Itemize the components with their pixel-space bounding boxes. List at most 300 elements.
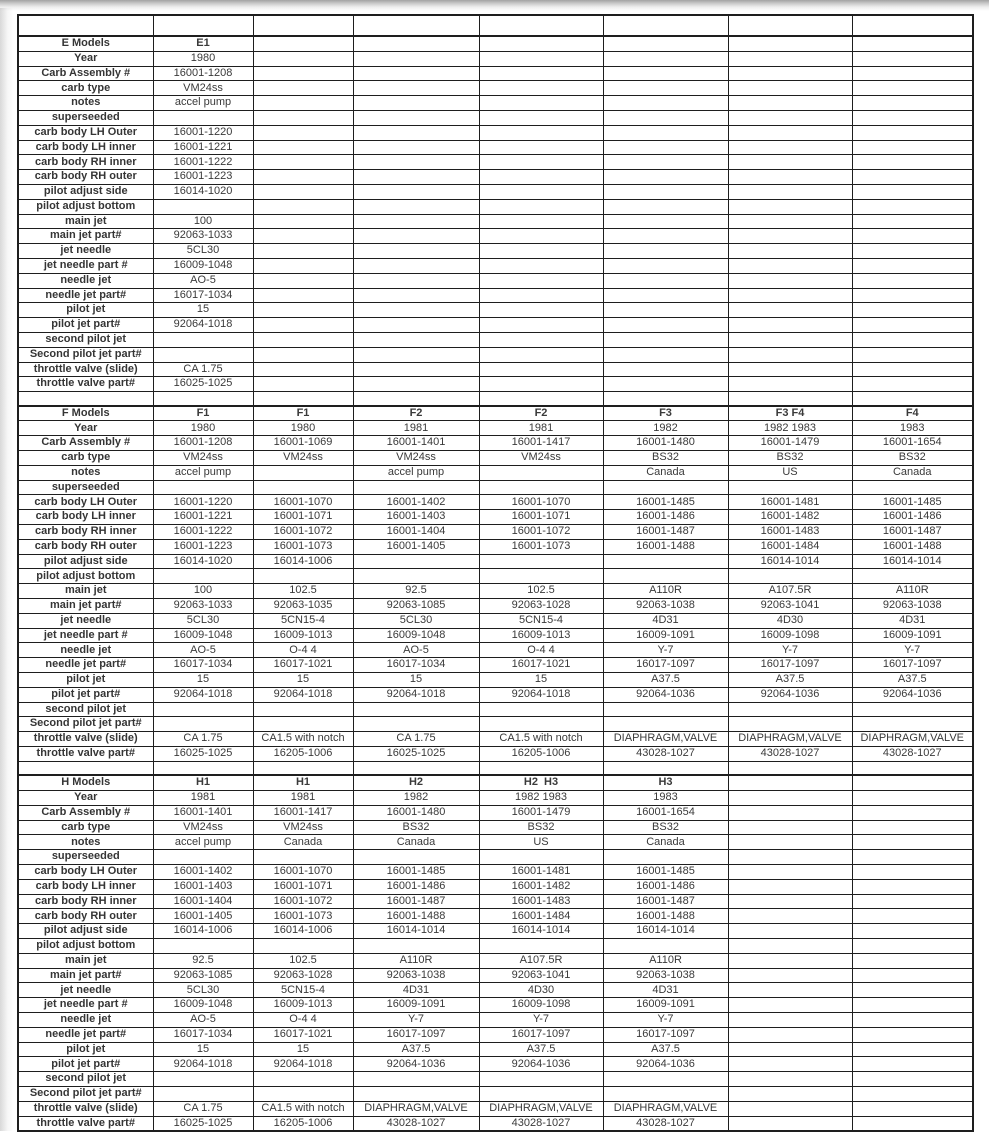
value-cell (728, 820, 852, 835)
value-cell (253, 110, 353, 125)
empty-cell (353, 15, 479, 36)
value-cell (353, 258, 479, 273)
value-cell (253, 1086, 353, 1101)
row-label: throttle valve part# (18, 746, 153, 761)
value-cell: 92063-1038 (353, 968, 479, 983)
value-cell: 16017-1097 (353, 1027, 479, 1042)
value-cell (728, 879, 852, 894)
value-cell: 16001-1481 (479, 865, 603, 880)
value-cell: 5CN15-4 (253, 983, 353, 998)
value-cell (253, 288, 353, 303)
value-cell (852, 66, 973, 81)
value-cell: 16001-1072 (253, 525, 353, 540)
value-cell (852, 983, 973, 998)
table-row (18, 835, 973, 850)
value-cell (603, 939, 728, 954)
value-cell (353, 214, 479, 229)
table-row (18, 51, 973, 66)
value-cell (353, 199, 479, 214)
value-cell (253, 347, 353, 362)
empty-cell (253, 392, 353, 406)
value-cell (728, 909, 852, 924)
value-cell: 4D31 (603, 983, 728, 998)
row-label: needle jet (18, 643, 153, 658)
value-cell (253, 184, 353, 199)
model-header-cell: F1 (153, 406, 253, 421)
value-cell (852, 1057, 973, 1072)
value-cell (603, 318, 728, 333)
value-cell (603, 347, 728, 362)
value-cell: 43028-1027 (603, 1116, 728, 1131)
value-cell: 15 (253, 672, 353, 687)
value-cell (353, 939, 479, 954)
table-row (18, 968, 973, 983)
row-label: throttle valve (slide) (18, 1101, 153, 1116)
value-cell: 1982 (603, 421, 728, 436)
value-cell (852, 480, 973, 495)
value-cell: 92063-1028 (253, 968, 353, 983)
value-cell (603, 170, 728, 185)
value-cell: 16001-1072 (479, 525, 603, 540)
empty-cell (253, 761, 353, 775)
value-cell (852, 318, 973, 333)
value-cell: 16001-1404 (353, 525, 479, 540)
value-cell: 16001-1486 (603, 510, 728, 525)
row-label: Year (18, 791, 153, 806)
value-cell (728, 835, 852, 850)
value-cell (852, 303, 973, 318)
row-label: carb body RH inner (18, 155, 153, 170)
value-cell: 4D31 (603, 613, 728, 628)
value-cell (479, 81, 603, 96)
scan-top-edge (0, 0, 989, 11)
value-cell: 16009-1048 (153, 628, 253, 643)
value-cell: 16014-1014 (728, 554, 852, 569)
empty-cell (18, 15, 153, 36)
empty-cell (852, 392, 973, 406)
value-cell (353, 362, 479, 377)
value-cell: 16001-1220 (153, 125, 253, 140)
value-cell (852, 865, 973, 880)
table-row (18, 1101, 973, 1116)
value-cell: Canada (353, 835, 479, 850)
value-cell: accel pump (153, 835, 253, 850)
value-cell: 92064-1036 (353, 1057, 479, 1072)
empty-cell (153, 15, 253, 36)
value-cell: 5CL30 (153, 613, 253, 628)
value-cell: 92064-1036 (603, 687, 728, 702)
row-label: pilot jet part# (18, 687, 153, 702)
value-cell: 43028-1027 (728, 746, 852, 761)
table-row (18, 436, 973, 451)
table-row (18, 318, 973, 333)
table-row (18, 539, 973, 554)
table-row (18, 584, 973, 599)
value-cell (852, 702, 973, 717)
value-cell (728, 717, 852, 732)
empty-cell (852, 15, 973, 36)
row-label: Second pilot jet part# (18, 347, 153, 362)
value-cell: BS32 (603, 451, 728, 466)
value-cell (479, 170, 603, 185)
value-cell (603, 184, 728, 199)
value-cell: 16205-1006 (479, 746, 603, 761)
value-cell: 16001-1070 (253, 865, 353, 880)
model-header-cell: E1 (153, 36, 253, 51)
model-header-cell: F2 (479, 406, 603, 421)
table-row (18, 465, 973, 480)
value-cell (479, 199, 603, 214)
value-cell: 16001-1417 (253, 805, 353, 820)
table-row (18, 332, 973, 347)
section-spacer-row (18, 392, 973, 406)
value-cell (603, 1072, 728, 1087)
value-cell: 16009-1098 (479, 998, 603, 1013)
section-header-row (18, 775, 973, 790)
value-cell: 16001-1220 (153, 495, 253, 510)
value-cell: 102.5 (253, 953, 353, 968)
value-cell: 16001-1485 (353, 865, 479, 880)
value-cell: 16001-1482 (728, 510, 852, 525)
row-label: throttle valve part# (18, 377, 153, 392)
value-cell (353, 96, 479, 111)
value-cell: 92064-1036 (603, 1057, 728, 1072)
value-cell (728, 214, 852, 229)
value-cell (153, 332, 253, 347)
value-cell: DIAPHRAGM,VALVE (603, 1101, 728, 1116)
value-cell (852, 199, 973, 214)
table-row (18, 791, 973, 806)
value-cell (253, 244, 353, 259)
value-cell (603, 850, 728, 865)
value-cell (728, 125, 852, 140)
value-cell: 16009-1098 (728, 628, 852, 643)
value-cell: AO-5 (153, 273, 253, 288)
section-title: E Models (18, 36, 153, 51)
value-cell: 16205-1006 (253, 1116, 353, 1131)
value-cell (728, 288, 852, 303)
empty-cell (479, 392, 603, 406)
model-header-cell (603, 36, 728, 51)
value-cell (603, 303, 728, 318)
value-cell: 16001-1488 (603, 909, 728, 924)
row-label: carb body RH outer (18, 909, 153, 924)
value-cell: 92063-1028 (479, 598, 603, 613)
model-header-cell: H1 (253, 775, 353, 790)
model-header-cell: H3 (603, 775, 728, 790)
table-row (18, 1057, 973, 1072)
model-header-cell: H2 H3 (479, 775, 603, 790)
value-cell (728, 1086, 852, 1101)
value-cell (253, 377, 353, 392)
value-cell: 16001-1417 (479, 436, 603, 451)
value-cell: 92064-1018 (153, 687, 253, 702)
value-cell: 16001-1483 (728, 525, 852, 540)
value-cell: 16001-1486 (353, 879, 479, 894)
value-cell: 16001-1073 (479, 539, 603, 554)
value-cell: O-4 4 (479, 643, 603, 658)
value-cell: 5CL30 (153, 244, 253, 259)
value-cell (153, 110, 253, 125)
value-cell (728, 939, 852, 954)
value-cell: 16001-1404 (153, 894, 253, 909)
value-cell: A110R (852, 584, 973, 599)
value-cell (253, 273, 353, 288)
value-cell (479, 66, 603, 81)
table-row (18, 850, 973, 865)
value-cell: 16001-1072 (253, 894, 353, 909)
row-label: Carb Assembly # (18, 436, 153, 451)
value-cell (253, 850, 353, 865)
value-cell: 92.5 (153, 953, 253, 968)
value-cell: 16001-1479 (479, 805, 603, 820)
table-row (18, 598, 973, 613)
value-cell (603, 332, 728, 347)
value-cell: 16001-1223 (153, 539, 253, 554)
value-cell: 16001-1654 (603, 805, 728, 820)
value-cell (253, 214, 353, 229)
value-cell: 4D31 (353, 983, 479, 998)
table-row (18, 939, 973, 954)
value-cell (728, 1042, 852, 1057)
value-cell (253, 170, 353, 185)
value-cell: 15 (153, 1042, 253, 1057)
value-cell: 16017-1034 (153, 658, 253, 673)
value-cell (728, 318, 852, 333)
empty-cell (728, 392, 852, 406)
value-cell (479, 569, 603, 584)
value-cell (728, 805, 852, 820)
value-cell (728, 199, 852, 214)
row-label: Carb Assembly # (18, 66, 153, 81)
value-cell: 16009-1091 (353, 998, 479, 1013)
value-cell: 92063-1085 (153, 968, 253, 983)
value-cell (353, 1086, 479, 1101)
value-cell: 16001-1487 (852, 525, 973, 540)
table-row (18, 214, 973, 229)
value-cell (728, 81, 852, 96)
value-cell: 16001-1480 (603, 436, 728, 451)
value-cell (353, 347, 479, 362)
value-cell (728, 480, 852, 495)
row-label: carb body LH Outer (18, 495, 153, 510)
value-cell (153, 480, 253, 495)
value-cell (852, 953, 973, 968)
value-cell: 16001-1479 (728, 436, 852, 451)
empty-cell (603, 761, 728, 775)
model-header-cell (852, 36, 973, 51)
value-cell (728, 96, 852, 111)
value-cell: 16009-1048 (153, 258, 253, 273)
table-row (18, 155, 973, 170)
value-cell (603, 229, 728, 244)
value-cell: 1980 (253, 421, 353, 436)
value-cell: 16001-1485 (603, 495, 728, 510)
value-cell: 16001-1488 (353, 909, 479, 924)
row-label: carb type (18, 81, 153, 96)
table-row (18, 258, 973, 273)
table-row (18, 525, 973, 540)
value-cell: 16001-1223 (153, 170, 253, 185)
value-cell (253, 96, 353, 111)
value-cell: 16001-1486 (603, 879, 728, 894)
value-cell: accel pump (153, 465, 253, 480)
value-cell (353, 273, 479, 288)
value-cell: US (479, 835, 603, 850)
value-cell (603, 125, 728, 140)
value-cell (728, 894, 852, 909)
row-label: carb body LH Outer (18, 125, 153, 140)
value-cell (728, 170, 852, 185)
value-cell (603, 717, 728, 732)
table-row (18, 805, 973, 820)
value-cell (153, 569, 253, 584)
table-row (18, 894, 973, 909)
table-row (18, 96, 973, 111)
value-cell (603, 569, 728, 584)
value-cell: 16001-1483 (479, 894, 603, 909)
row-label: pilot jet (18, 1042, 153, 1057)
row-label: needle jet part# (18, 1027, 153, 1042)
value-cell (852, 939, 973, 954)
value-cell (728, 51, 852, 66)
value-cell: 92064-1018 (153, 318, 253, 333)
value-cell (852, 51, 973, 66)
value-cell (253, 125, 353, 140)
value-cell (353, 702, 479, 717)
table-row (18, 879, 973, 894)
value-cell (728, 377, 852, 392)
value-cell (603, 480, 728, 495)
value-cell (603, 96, 728, 111)
value-cell: 1980 (153, 51, 253, 66)
value-cell (852, 1072, 973, 1087)
value-cell: VM24ss (153, 81, 253, 96)
value-cell: 4D30 (728, 613, 852, 628)
table-row (18, 983, 973, 998)
row-label: jet needle (18, 613, 153, 628)
value-cell: 16017-1021 (253, 1027, 353, 1042)
value-cell (728, 1027, 852, 1042)
value-cell (852, 184, 973, 199)
row-label: carb body LH inner (18, 879, 153, 894)
row-label: pilot jet (18, 303, 153, 318)
value-cell: A37.5 (353, 1042, 479, 1057)
value-cell: 16001-1071 (479, 510, 603, 525)
value-cell (479, 258, 603, 273)
value-cell: 16017-1097 (852, 658, 973, 673)
value-cell: A37.5 (479, 1042, 603, 1057)
value-cell: CA 1.75 (153, 732, 253, 747)
value-cell: A107.5R (479, 953, 603, 968)
table-row (18, 672, 973, 687)
value-cell (153, 717, 253, 732)
value-cell (603, 51, 728, 66)
value-cell: 16001-1222 (153, 525, 253, 540)
table-row (18, 377, 973, 392)
table-row (18, 1027, 973, 1042)
value-cell (852, 850, 973, 865)
value-cell (603, 155, 728, 170)
value-cell (153, 1086, 253, 1101)
value-cell: 16014-1014 (852, 554, 973, 569)
value-cell: 92064-1018 (253, 687, 353, 702)
value-cell: 16001-1403 (353, 510, 479, 525)
section-title: F Models (18, 406, 153, 421)
value-cell (353, 184, 479, 199)
row-label: jet needle (18, 244, 153, 259)
value-cell: 92064-1018 (253, 1057, 353, 1072)
table-row (18, 658, 973, 673)
row-label: main jet part# (18, 968, 153, 983)
value-cell: VM24ss (353, 451, 479, 466)
value-cell (253, 362, 353, 377)
value-cell: 16009-1013 (479, 628, 603, 643)
value-cell (479, 244, 603, 259)
row-label: superseeded (18, 480, 153, 495)
value-cell (852, 229, 973, 244)
value-cell: DIAPHRAGM,VALVE (852, 732, 973, 747)
value-cell: 92064-1036 (479, 1057, 603, 1072)
value-cell: AO-5 (353, 643, 479, 658)
value-cell (603, 81, 728, 96)
model-header-cell: H1 (153, 775, 253, 790)
value-cell (728, 155, 852, 170)
value-cell (852, 332, 973, 347)
value-cell (852, 214, 973, 229)
value-cell: 92063-1033 (153, 229, 253, 244)
value-cell: 16001-1222 (153, 155, 253, 170)
value-cell: 16001-1403 (153, 879, 253, 894)
row-label: superseeded (18, 110, 153, 125)
value-cell (479, 184, 603, 199)
table-row (18, 170, 973, 185)
value-cell: A107.5R (728, 584, 852, 599)
value-cell: 16001-1487 (603, 525, 728, 540)
row-label: needle jet (18, 1013, 153, 1028)
row-label: pilot adjust side (18, 184, 153, 199)
empty-cell (353, 392, 479, 406)
value-cell: 16017-1034 (353, 658, 479, 673)
value-cell: 16025-1025 (153, 377, 253, 392)
value-cell: DIAPHRAGM,VALVE (603, 732, 728, 747)
table-row (18, 998, 973, 1013)
scan-left-edge (0, 8, 13, 1131)
value-cell: Canada (603, 835, 728, 850)
model-header-cell (253, 36, 353, 51)
value-cell (153, 702, 253, 717)
value-cell (353, 332, 479, 347)
value-cell: A37.5 (603, 1042, 728, 1057)
model-header-cell: F2 (353, 406, 479, 421)
table-row (18, 480, 973, 495)
value-cell: 16001-1480 (353, 805, 479, 820)
value-cell (728, 1013, 852, 1028)
value-cell (728, 1072, 852, 1087)
value-cell (852, 110, 973, 125)
value-cell (253, 155, 353, 170)
value-cell (479, 303, 603, 318)
value-cell: US (728, 465, 852, 480)
value-cell: 43028-1027 (479, 1116, 603, 1131)
value-cell (353, 170, 479, 185)
table-row (18, 924, 973, 939)
value-cell (728, 140, 852, 155)
table-row (18, 510, 973, 525)
model-header-cell: F4 (852, 406, 973, 421)
value-cell (353, 110, 479, 125)
row-label: pilot adjust side (18, 924, 153, 939)
